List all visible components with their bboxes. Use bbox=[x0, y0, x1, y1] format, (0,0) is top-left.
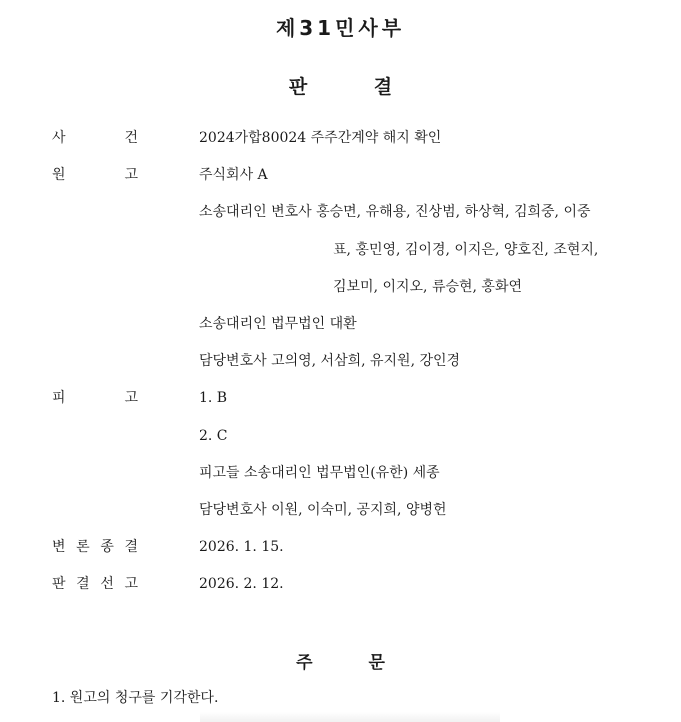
defendant-2: 2. C bbox=[199, 428, 228, 444]
defendant-firm: 피고들 소송대리인 법무법인(유한) 세종 bbox=[199, 465, 440, 481]
plaintiff-name: 주식회사 A bbox=[199, 167, 268, 183]
label-judgment-date: 판 결 선 고 bbox=[52, 576, 138, 592]
order-heading: 주 문 bbox=[296, 653, 385, 673]
plaintiff-firm-lawyers: 담당변호사 고의영, 서삼희, 유지원, 강인경 bbox=[199, 353, 461, 369]
plaintiff-counsel-line3: 김보미, 이지오, 류승현, 홍화연 bbox=[333, 279, 522, 295]
defendant-1: 1. B bbox=[199, 390, 228, 406]
judgment-date: 2026. 2. 12. bbox=[199, 576, 284, 592]
page-fade bbox=[200, 712, 500, 722]
court-division: 제31민사부 bbox=[275, 16, 406, 40]
order-item-1: 1. 원고의 청구를 기각한다. bbox=[52, 690, 219, 706]
plaintiff-counsel-line1: 소송대리인 변호사 홍승면, 유해용, 진상범, 하상혁, 김희중, 이중 bbox=[199, 204, 591, 220]
defendant-firm-lawyers: 담당변호사 이원, 이숙미, 공지희, 양병헌 bbox=[199, 502, 447, 518]
plaintiff-counsel-line2: 표, 홍민영, 김이경, 이지은, 양호진, 조현지, bbox=[333, 242, 599, 258]
label-plaintiff: 원 고 bbox=[52, 167, 138, 183]
argument-end-date: 2026. 1. 15. bbox=[199, 539, 284, 555]
document-title: 판 결 bbox=[288, 76, 393, 98]
case-number: 2024가합80024 주주간계약 해지 확인 bbox=[199, 130, 442, 146]
plaintiff-firm: 소송대리인 법무법인 대환 bbox=[199, 316, 357, 332]
label-argument-end: 변 론 종 결 bbox=[52, 539, 138, 555]
label-case: 사 건 bbox=[52, 130, 138, 146]
label-defendant: 피 고 bbox=[52, 390, 138, 406]
